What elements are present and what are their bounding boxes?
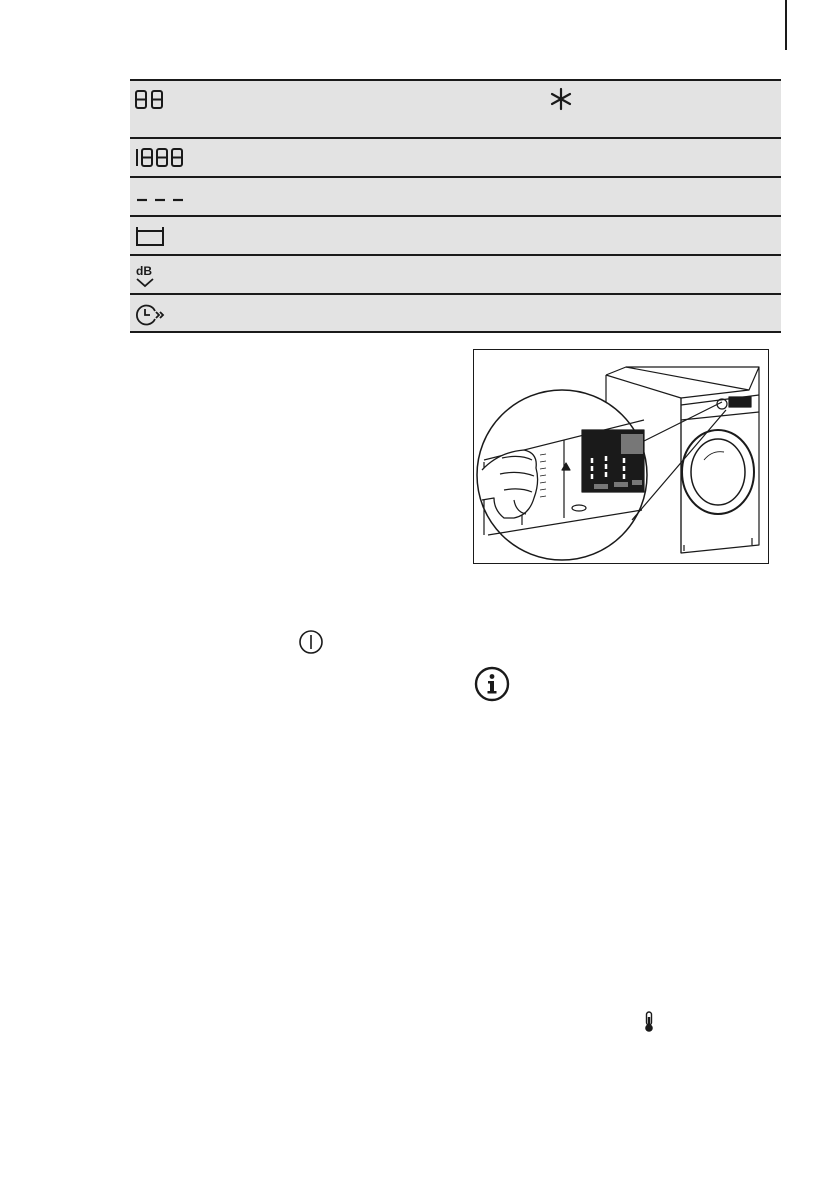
table-row <box>130 79 781 137</box>
power-icon <box>298 629 324 660</box>
two-digit-display-icon <box>134 89 166 116</box>
table-row <box>130 254 781 293</box>
asterisk-icon <box>548 87 574 116</box>
washing-machine-panel-illustration <box>473 349 769 564</box>
table-row <box>130 176 781 215</box>
page-margin-rule <box>785 0 787 50</box>
four-digit-display-icon <box>134 147 190 174</box>
svg-text:dB: dB <box>136 264 152 278</box>
db-silent-icon <box>134 264 164 293</box>
dashes-icon <box>134 186 190 213</box>
drum-icon <box>134 225 166 252</box>
thermometer-icon <box>643 1011 655 1038</box>
symbols-table <box>130 79 781 333</box>
table-row <box>130 137 781 176</box>
table-row <box>130 293 781 333</box>
time-delay-icon <box>134 303 168 332</box>
info-icon <box>474 666 510 707</box>
table-row <box>130 215 781 254</box>
